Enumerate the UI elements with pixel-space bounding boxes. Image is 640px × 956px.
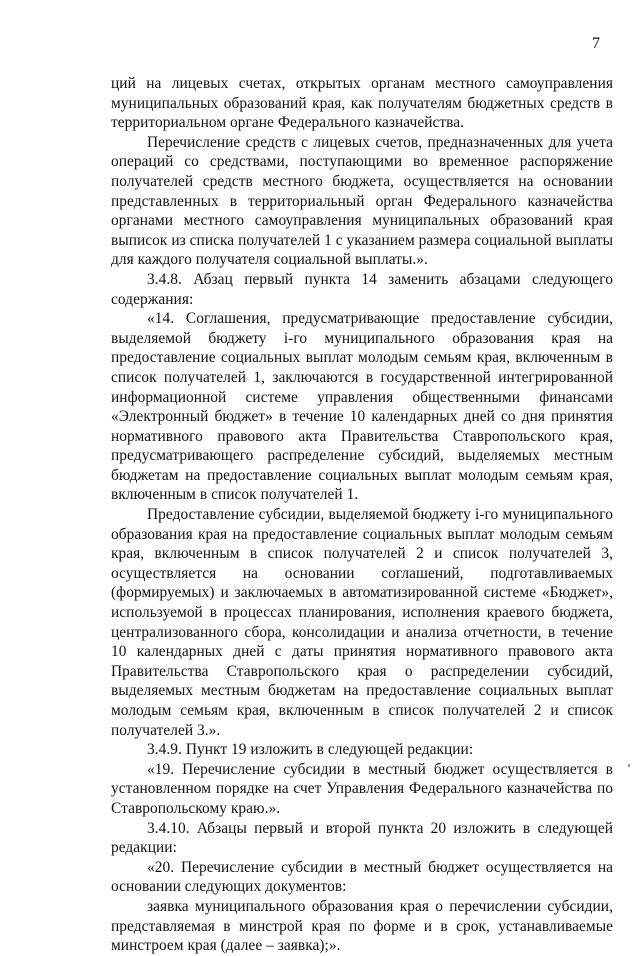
paragraph-8: 3.4.10. Абзацы первый и второй пункта 20 изложить в следующей редакции: [111,819,613,857]
paragraph-9: «20. Перечисление субсидии в местный бюджет осуществляется на основании следующих документов: [111,858,613,896]
paragraph-5: Предоставление субсидии, выделяемой бюджету i-го муниципального образования края на предоставление социальных выплат молодым семьям края, включенным в список получателей 2 и список получателей 3, осуществляется на основании соглашений, подготавливаемых (формируемых) и заключаемых в автоматизированной системе «Бюджет», используемой в процессах планирования, исполнения краевого бюджета, централизованного сбора, консолидации и анализа отчетности, в течение 10 календарных дней с даты принятия нормативного правового акта Правительства Ставропольского края о распределении субсидий, выделяемых местным бюджетам на предоставление социальных выплат молодым семьям края, включенным в список получателей 2 и список получателей 3.». [111,506,613,739]
paragraph-10: заявка муниципального образования края о перечислении субсидии, представляемая в минстрой края по форме и в срок, устанавливаемые минстроем края (далее – заявка);». [111,897,613,955]
paragraph-1: ций на лицевых счетах, открытых органам местного самоуправления муниципальных образований края, как получателям бюджетных средств в территориальном органе Федерального казначейства. [111,75,613,132]
page-number: 7 [592,35,600,52]
scan-mark [628,764,630,767]
paragraph-3: 3.4.8. Абзац первый пункта 14 заменить абзацами следующего содержания: [111,270,613,308]
paragraph-4: «14. Соглашения, предусматривающие предоставление субсидии, выделяемой бюджету i-го муниципального образования края на предоставление социальных выплат молодым семьям края, включенным в список получателей 1, заключаются в государственной интегрированной информационной системе управления общественными финансами «Электронный бюджет» в течение 10 календарных дней со дня принятия нормативного правового акта Правительства Ставропольского края, предусматривающего распределение субсидий, выделяемых местным бюджетам на предоставление социальных выплат молодым семьям края, включенным в список получателей 1. [111,310,613,504]
paragraph-2: Перечисление средств с лицевых счетов, предназначенных для учета операций со средствами, поступающими во временное распоряжение получателей средств местного бюджета, осуществляется на основании представленных в территориальный орган Федерального казначейства органами местного самоуправления муниципальных образований края выписок из списка получателей 1 с указанием размера социальной выплаты для каждого получателя социальной выплаты.». [111,133,613,269]
paragraph-6: 3.4.9. Пункт 19 изложить в следующей редакции: [147,741,474,759]
document-body [111,74,613,956]
paragraph-7: «19. Перечисление субсидии в местный бюджет осуществляется в установленном порядке на счет Управления Федерального казначейства по Ставропольскому краю.». [111,760,613,817]
